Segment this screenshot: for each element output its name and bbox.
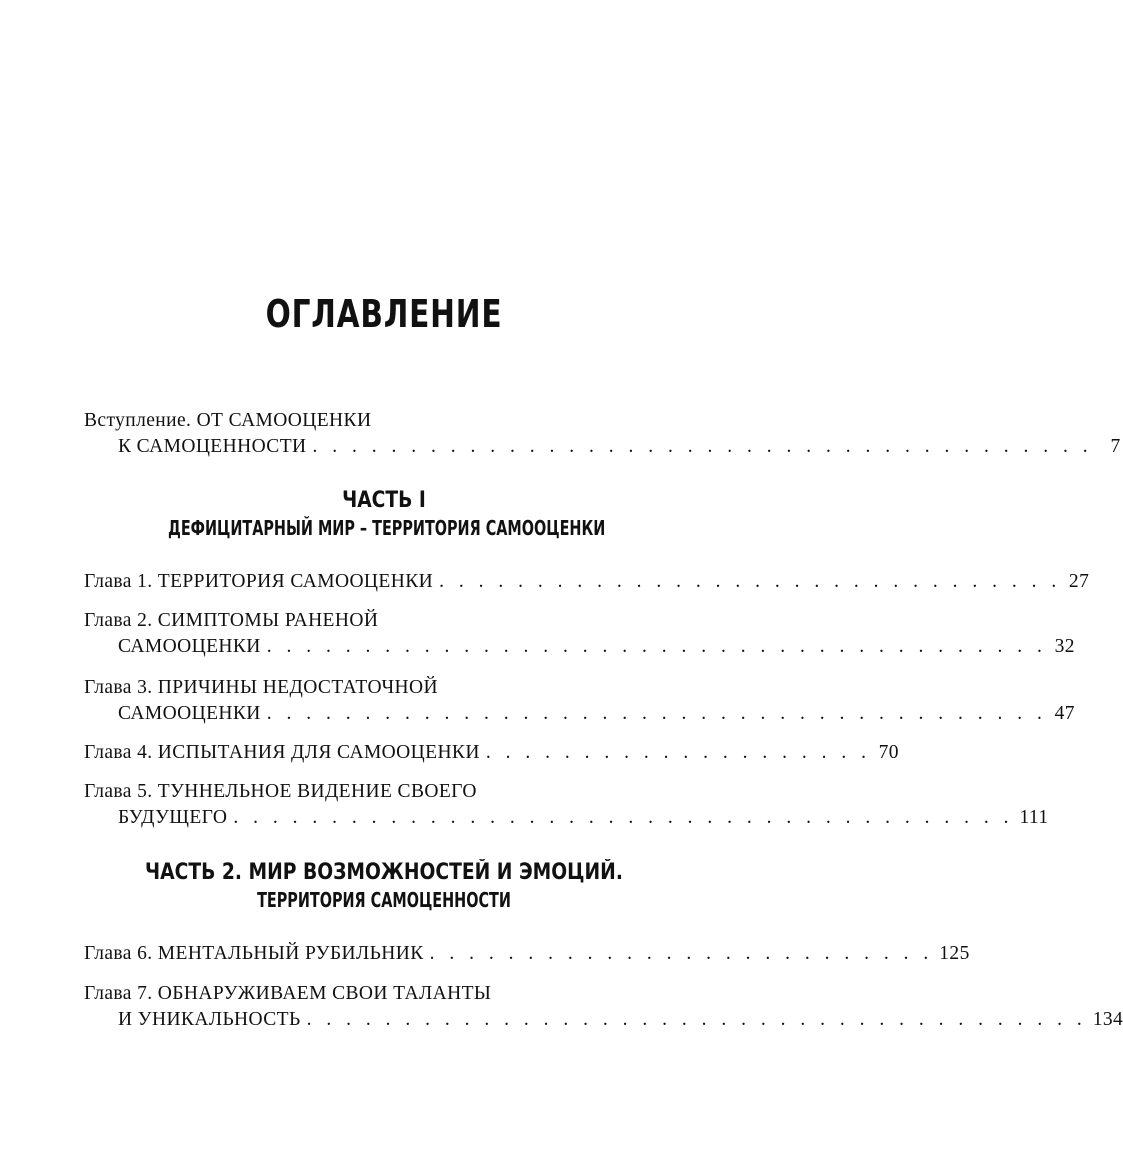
- toc-entry-chapter-4[interactable]: [84, 740, 899, 766]
- part-title: ДЕФИЦИТАРНЫЙ МИР – ТЕРРИТОРИЯ САМООЦЕНКИ: [167, 516, 606, 540]
- page-number: 111: [1019, 807, 1049, 828]
- dot-leader: . . . . . . . . . . . . . . . . . . . . . . . . . . . . . . . .: [439, 571, 1062, 592]
- dot-leader: . . . . . . . . . . . . . . . . . . . .: [485, 742, 871, 763]
- entry-title: Вступление. ОТ САМООЦЕНКИ: [84, 410, 372, 431]
- part-heading-1: [84, 488, 684, 542]
- toc-entry-chapter-2[interactable]: [84, 608, 1075, 660]
- part-number: ЧАСТЬ I: [342, 488, 426, 513]
- entry-title: Глава 6. МЕНТАЛЬНЫЙ РУБИЛЬНИК: [84, 943, 424, 964]
- page-title: ОГЛАВЛЕНИЕ: [265, 292, 503, 336]
- toc-entry-intro[interactable]: [84, 408, 1121, 460]
- toc-entry-chapter-3[interactable]: [84, 675, 1075, 727]
- part-number: ЧАСТЬ 2. МИР ВОЗМОЖНОСТЕЙ И ЭМОЦИЙ.: [145, 860, 623, 885]
- entry-title: Глава 4. ИСПЫТАНИЯ ДЛЯ САМООЦЕНКИ: [84, 742, 480, 763]
- entry-title: Глава 1. ТЕРРИТОРИЯ САМООЦЕНКИ: [84, 571, 434, 592]
- toc-entry-chapter-1[interactable]: [84, 569, 1090, 595]
- part-title: ТЕРРИТОРИЯ САМОЦЕННОСТИ: [257, 888, 511, 912]
- page-number: 134: [1092, 1009, 1123, 1030]
- toc-entry-chapter-6[interactable]: [84, 941, 970, 967]
- page-number: 27: [1068, 571, 1090, 592]
- entry-title: Глава 7. ОБНАРУЖИВАЕМ СВОИ ТАЛАНТЫ: [84, 983, 492, 1004]
- dot-leader: . . . . . . . . . . . . . . . . . . . . . . . . . . . . . . . . . . . . . . . .: [266, 703, 1047, 724]
- page-number: 47: [1054, 703, 1075, 724]
- toc-entry-chapter-5[interactable]: [84, 779, 1049, 831]
- dot-leader: . . . . . . . . . . . . . . . . . . . . . . . . . . . . . . . . . . . . . . . .: [312, 436, 1093, 457]
- page-number: 32: [1054, 636, 1075, 657]
- entry-title: Глава 3. ПРИЧИНЫ НЕДОСТАТОЧНОЙ: [84, 677, 439, 698]
- entry-title: Глава 5. ТУННЕЛЬНОЕ ВИДЕНИЕ СВОЕГО: [84, 781, 477, 802]
- dot-leader: . . . . . . . . . . . . . . . . . . . . . . . . . . . . . . . . . . . . . . . .: [233, 807, 1014, 828]
- entry-title-cont: САМООЦЕНКИ: [118, 703, 261, 724]
- dot-leader: . . . . . . . . . . . . . . . . . . . . . . . . . .: [429, 943, 934, 964]
- page-number: 7: [1110, 436, 1121, 457]
- page-number: 70: [878, 742, 899, 763]
- entry-title-cont: К САМОЦЕННОСТИ: [118, 436, 307, 457]
- part-heading-2: [84, 860, 684, 914]
- toc-entry-chapter-7[interactable]: [84, 981, 1123, 1033]
- dot-leader: . . . . . . . . . . . . . . . . . . . . . . . . . . . . . . . . . . . . . . . .: [306, 1009, 1087, 1030]
- entry-title-cont: И УНИКАЛЬНОСТЬ: [118, 1009, 301, 1030]
- entry-title-cont: БУДУЩЕГО: [118, 807, 228, 828]
- page-number: 125: [939, 943, 970, 964]
- entry-title: Глава 2. СИМПТОМЫ РАНЕНОЙ: [84, 610, 379, 631]
- entry-title-cont: САМООЦЕНКИ: [118, 636, 261, 657]
- dot-leader: . . . . . . . . . . . . . . . . . . . . . . . . . . . . . . . . . . . . . . . .: [266, 636, 1047, 657]
